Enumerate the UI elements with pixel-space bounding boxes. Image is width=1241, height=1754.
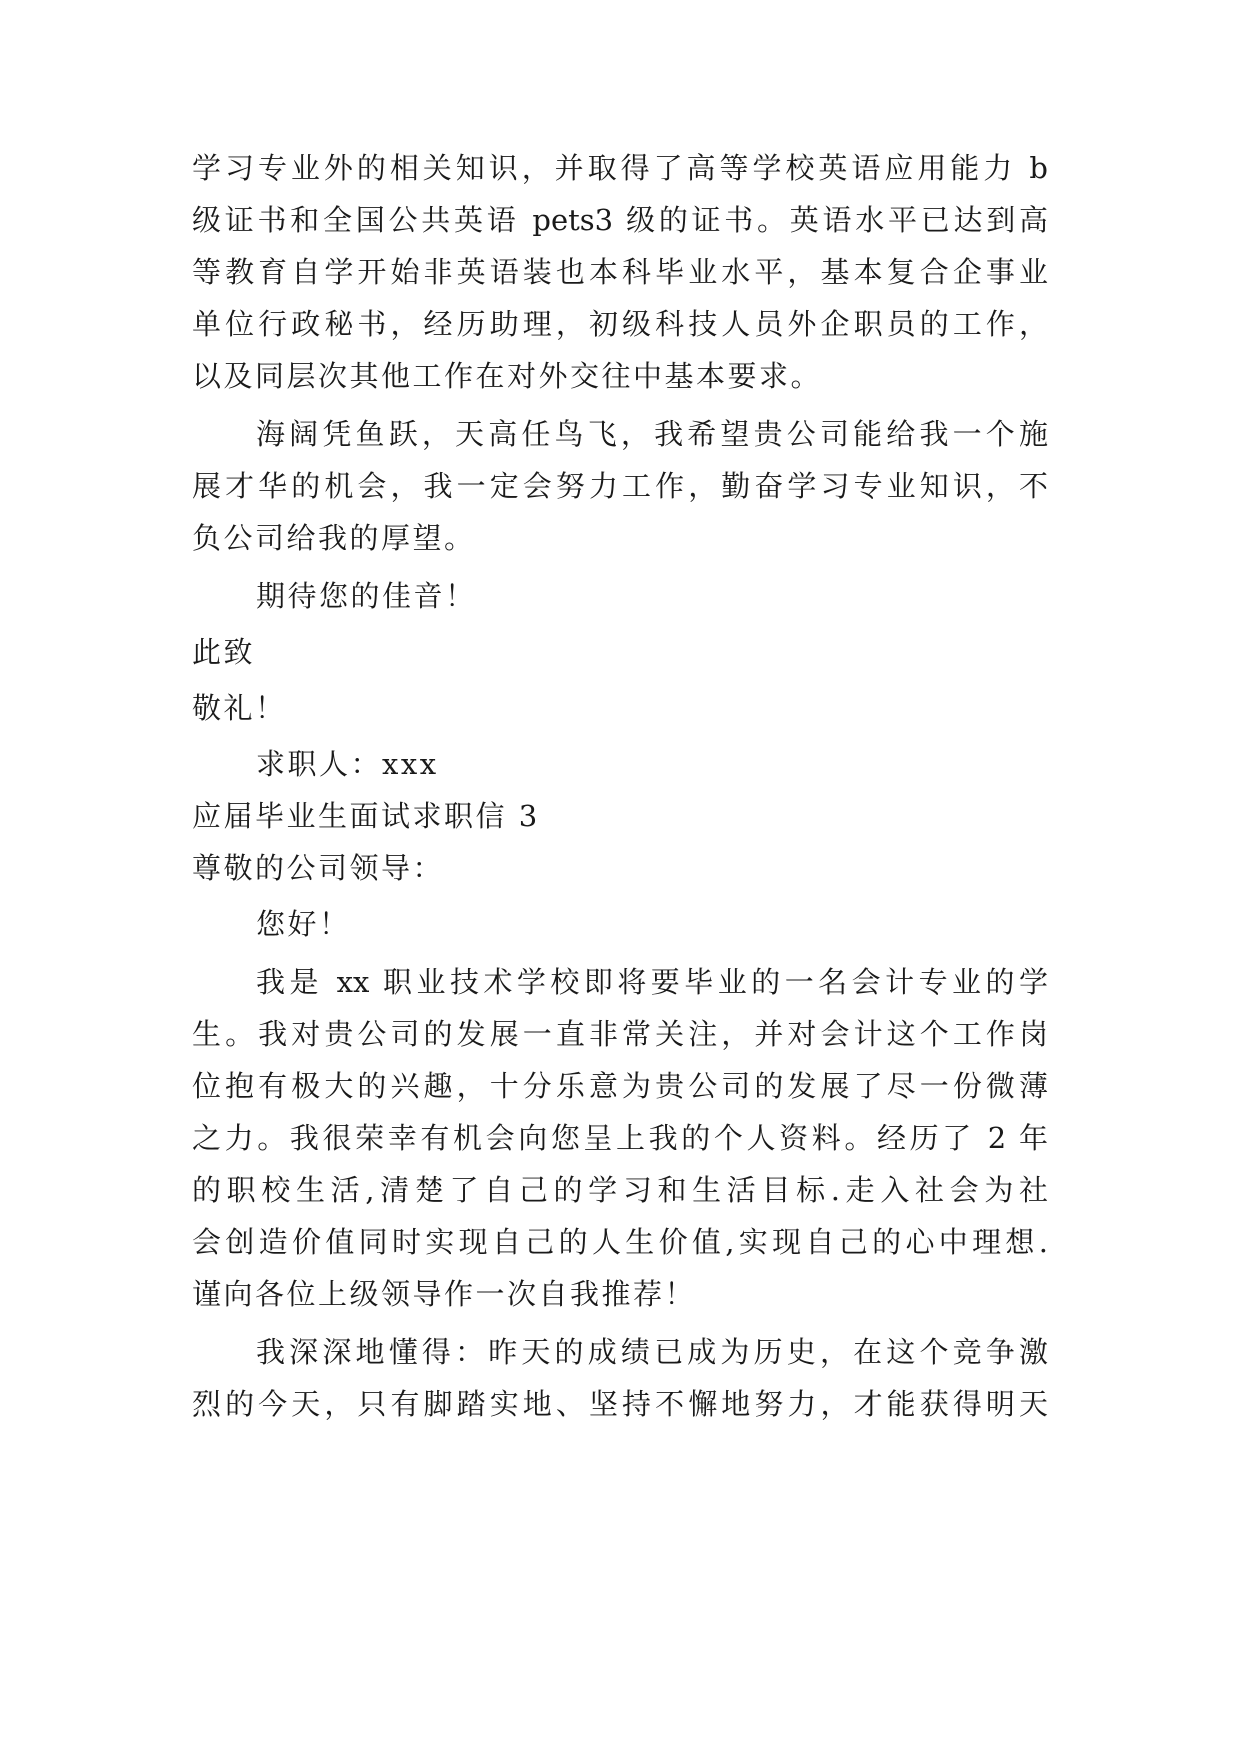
- text-line: 会创造价值同时实现自己的人生价值,实现自己的心中理想.: [192, 1225, 1048, 1259]
- text-line: 之力。我很荣幸有机会向您呈上我的个人资料。经历了 2 年: [192, 1121, 1048, 1155]
- text-line: 谨向各位上级领导作一次自我推荐！: [192, 1277, 697, 1311]
- text-line: 级证书和全国公共英语 pets3 级的证书。英语水平已达到高: [192, 203, 1048, 237]
- text-line: 学习专业外的相关知识，并取得了高等学校英语应用能力 b: [192, 151, 1048, 185]
- salutation-line: 此致: [192, 635, 256, 669]
- text-line: 烈的今天，只有脚踏实地、坚持不懈地努力，才能获得明天: [192, 1387, 1048, 1421]
- greeting-line: 尊敬的公司领导：: [192, 851, 445, 885]
- text-line: 等教育自学开始非英语装也本科毕业水平，基本复合企事业: [192, 255, 1048, 289]
- paragraph-first-line: 我是 xx 职业技术学校即将要毕业的一名会计专业的学: [256, 965, 1048, 999]
- text-line: 生。我对贵公司的发展一直非常关注，并对会计这个工作岗: [192, 1017, 1048, 1051]
- closing-line: 期待您的佳音！: [256, 579, 477, 613]
- text-line: 的职校生活,清楚了自己的学习和生活目标.走入社会为社: [192, 1173, 1048, 1207]
- text-line: 单位行政秘书，经历助理，初级科技人员外企职员的工作，: [192, 307, 1048, 341]
- text-line: 展才华的机会，我一定会努力工作，勤奋学习专业知识，不: [192, 469, 1048, 503]
- greeting-line: 您好！: [256, 907, 351, 941]
- text-line: 负公司给我的厚望。: [192, 521, 476, 555]
- section-title: 应届毕业生面试求职信 3: [192, 799, 540, 833]
- signature-line: 求职人：xxx: [256, 747, 439, 781]
- text-line: 以及同层次其他工作在对外交往中基本要求。: [192, 359, 823, 393]
- paragraph-first-line: 我深深地懂得：昨天的成绩已成为历史，在这个竞争激: [256, 1335, 1048, 1369]
- salutation-line: 敬礼！: [192, 691, 287, 725]
- paragraph-first-line: 海阔凭鱼跃，天高任鸟飞，我希望贵公司能给我一个施: [256, 417, 1048, 451]
- text-line: 位抱有极大的兴趣，十分乐意为贵公司的发展了尽一份微薄: [192, 1069, 1048, 1103]
